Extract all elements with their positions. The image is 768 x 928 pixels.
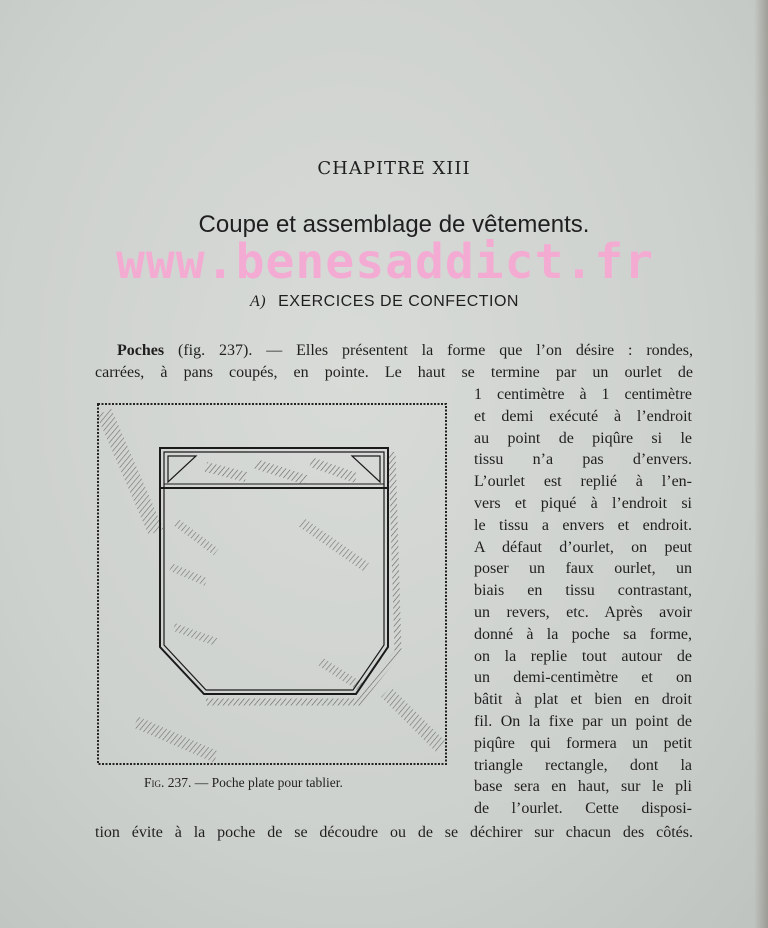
column-line: 1 centimètre à 1 centimètre bbox=[474, 386, 692, 403]
column-line: le tissu a envers et endroit. bbox=[474, 516, 692, 534]
section-heading bbox=[250, 293, 519, 311]
figure-caption bbox=[144, 775, 343, 791]
column-line: et demi exécuté à l’endroit bbox=[474, 407, 692, 425]
column-line: au point de piqûre si le bbox=[474, 429, 692, 447]
column-line: un revers, etc. Après avoir bbox=[474, 604, 692, 621]
column-line: fil. On la fixe par un point de bbox=[474, 713, 692, 730]
column-line: vers et piqué à l’endroit si bbox=[474, 495, 692, 512]
column-line: biais en tissu contrastant, bbox=[474, 582, 692, 600]
column-line: A défaut d’ourlet, on peut bbox=[474, 538, 692, 556]
watermark-url: www.benesaddict.fr bbox=[116, 234, 655, 290]
paragraph-line-1-text: (fig. 237). — Elles présentent la forme que l’on désire : rondes, bbox=[178, 342, 693, 359]
column-line: tissu n’a pas d’envers. bbox=[474, 451, 692, 469]
section-title: EXERCICES DE CONFECTION bbox=[278, 293, 519, 310]
paragraph-line-1 bbox=[117, 342, 693, 360]
figure-caption-text: — Poche plate pour tablier. bbox=[194, 775, 343, 790]
pocket-illustration bbox=[96, 402, 448, 767]
paragraph-line-2: carrées, à pans coupés, en pointe. Le haut se termine par un ourlet de bbox=[95, 364, 693, 381]
page-spine-shadow bbox=[754, 0, 768, 928]
column-line: on la replie tout autour de bbox=[474, 647, 692, 665]
chapter-heading: CHAPITRE XIII bbox=[317, 158, 471, 179]
section-letter: A) bbox=[250, 293, 267, 310]
column-line: un demi-centimètre et on bbox=[474, 669, 692, 687]
paragraph-lead-term: Poches bbox=[117, 342, 165, 359]
figure-number: Fig. 237. bbox=[144, 775, 192, 790]
column-line: de l’ourlet. Cette disposi- bbox=[474, 800, 692, 818]
column-line: triangle rectangle, dont la bbox=[474, 756, 692, 774]
chapter-title: Coupe et assemblage de vêtements. bbox=[198, 211, 590, 238]
paragraph-last-line: tion évite à la poche de se découdre ou de se déchirer sur chacun des côtés. bbox=[95, 824, 693, 841]
column-line: base sera en haut, sur le pli bbox=[474, 778, 692, 796]
column-line: bâtit à plat et bien en droit bbox=[474, 691, 692, 709]
column-line: L’ourlet est replié à l’en- bbox=[474, 473, 692, 491]
column-line: poser un faux ourlet, un bbox=[474, 560, 692, 578]
column-line: piqûre qui formera un petit bbox=[474, 734, 692, 752]
column-line: donné à la poche sa forme, bbox=[474, 625, 692, 643]
